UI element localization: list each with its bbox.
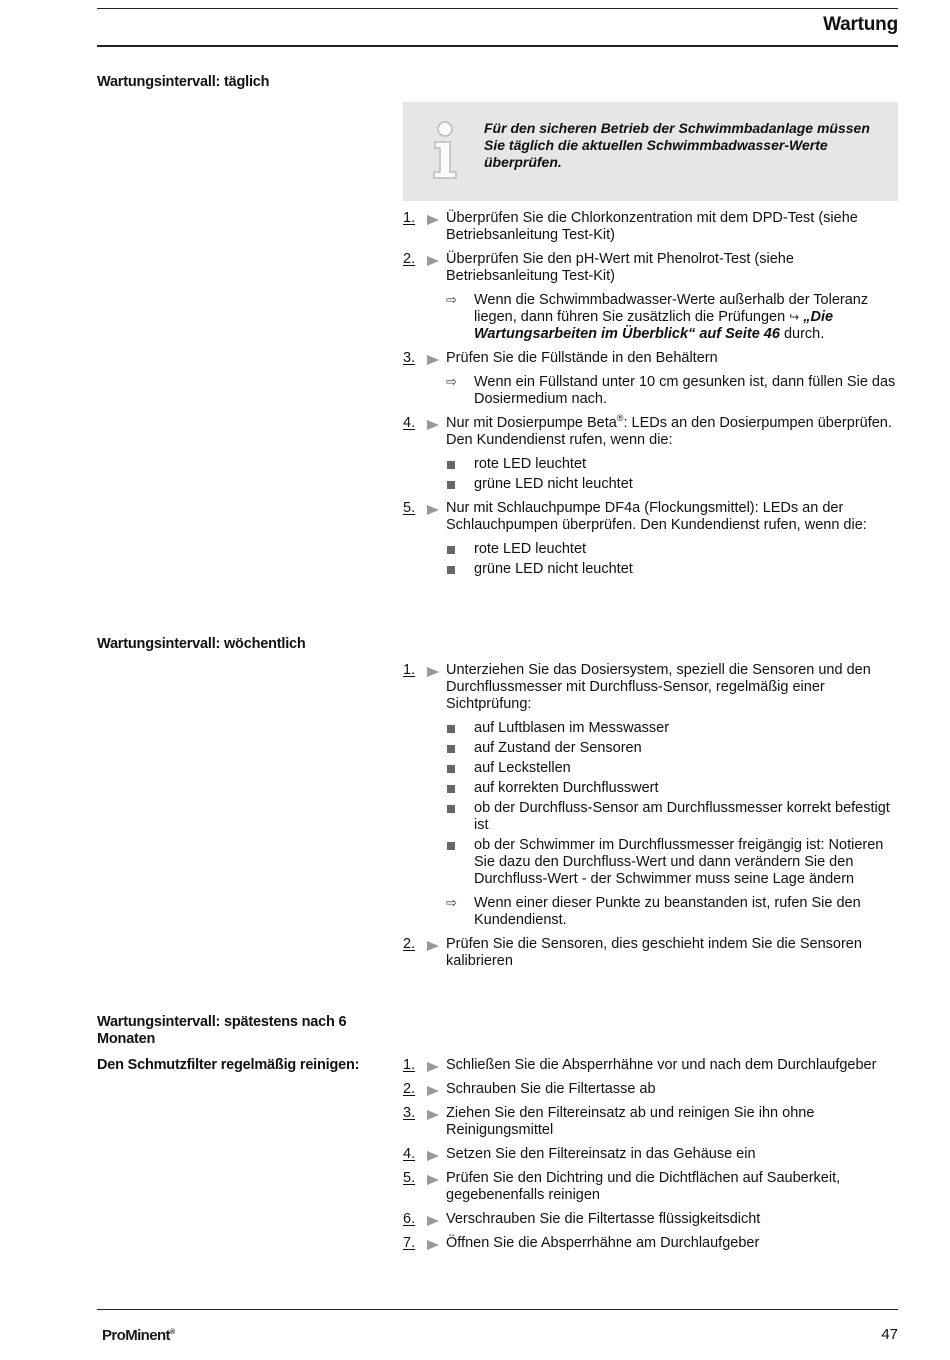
interval-label-weekly: Wartungsintervall: wöchentlich — [97, 636, 306, 652]
result-text: Wenn einer dieser Punkte zu beanstanden ist, rufen Sie den Kundendienst. — [474, 895, 861, 928]
step-text: Verschrauben Sie die Filtertasse flüssigkeitsdicht — [446, 1211, 761, 1227]
section-title: Wartung — [823, 14, 898, 35]
step-text: Überprüfen Sie den pH-Wert mit Phenolrot-Test (siehe Betriebsanleitung Test-Kit) — [446, 251, 794, 284]
daily-step-2 — [403, 251, 898, 285]
bullet-item — [446, 476, 898, 493]
six-month-step-2 — [403, 1081, 898, 1098]
step-arrow-icon — [427, 215, 439, 225]
step-number: 4. — [403, 415, 416, 431]
bullet-text: grüne LED nicht leuchtet — [474, 561, 633, 577]
step-text: Ziehen Sie den Filtereinsatz ab und reinigen Sie ihn ohne Reinigungsmittel — [446, 1105, 815, 1138]
bullet-item — [446, 837, 898, 888]
result-arrow-icon: ⇨ — [446, 374, 457, 389]
daily-step-3 — [403, 350, 898, 367]
step-arrow-icon — [427, 505, 439, 515]
bullet-text: ob der Durchfluss-Sensor am Durchflussmesser korrekt befestigt ist — [474, 800, 890, 833]
step-arrow-icon — [427, 941, 439, 951]
step-number: 2. — [403, 1081, 416, 1097]
square-bullet-icon — [447, 785, 455, 793]
step-arrow-icon — [427, 1240, 439, 1250]
brand-logo-part: Minent — [125, 1327, 170, 1344]
result-item — [446, 895, 898, 929]
step-number: 4. — [403, 1146, 416, 1162]
step-text-part: : LEDs an den Dosierpumpen überprüfen. Den Kundendienst rufen, wenn die: — [446, 415, 892, 448]
daily-step-4 — [403, 415, 898, 449]
step-number: 1. — [403, 1057, 416, 1073]
square-bullet-icon — [447, 725, 455, 733]
step-arrow-icon — [427, 1151, 439, 1161]
brand-logo-part: Pro — [102, 1327, 126, 1344]
bullet-item — [446, 800, 898, 834]
step-text: Prüfen Sie die Füllstände in den Behältern — [446, 350, 718, 366]
header-rule — [97, 45, 898, 47]
bullet-text: rote LED leuchtet — [474, 456, 587, 472]
step-number: 3. — [403, 1105, 416, 1121]
footer-rule — [97, 1309, 898, 1310]
bullet-item — [446, 561, 898, 578]
step-text: Schrauben Sie die Filtertasse ab — [446, 1081, 656, 1097]
square-bullet-icon — [447, 805, 455, 813]
result-text-part: durch. — [783, 326, 825, 342]
six-month-step-1 — [403, 1057, 898, 1074]
bullet-item — [446, 720, 898, 737]
bullet-item — [446, 740, 898, 757]
step-arrow-icon — [427, 1086, 439, 1096]
bullet-text: ob der Schwimmer im Durchflussmesser freigängig ist: Notieren Sie dazu den Durchfluss-Wert und dann verändern Sie den Durchfluss-Wert - der Schwimmer muss seine Lage ändern — [474, 837, 884, 887]
result-text: Wenn ein Füllstand unter 10 cm gesunken ist, dann füllen Sie das Dosiermedium nach. — [474, 374, 896, 407]
filter-cleaning-label: Den Schmutzfilter regelmäßig reinigen: — [97, 1057, 360, 1073]
step-number: 3. — [403, 350, 416, 366]
info-text: Für den sicheren Betrieb der Schwimmbadanlage müssen Sie täglich die aktuellen Schwimmbadwasser-Werte überprüfen. — [484, 120, 870, 170]
step-text-part: Nur mit Dosierpumpe Beta — [446, 415, 617, 431]
step-number: 5. — [403, 1170, 416, 1186]
step-text: Schließen Sie die Absperrhähne vor und nach dem Durchlaufgeber — [446, 1057, 877, 1073]
info-icon — [425, 120, 465, 182]
step-number: 2. — [403, 251, 416, 267]
square-bullet-icon — [447, 745, 455, 753]
result-item — [446, 374, 898, 408]
step-number: 5. — [403, 500, 416, 516]
step-text: Prüfen Sie die Sensoren, dies geschieht indem Sie die Sensoren kalibrieren — [446, 936, 862, 969]
square-bullet-icon — [447, 765, 455, 773]
bullet-item — [446, 780, 898, 797]
step-number: 6. — [403, 1211, 416, 1227]
cross-reference-icon: ↪ — [789, 310, 800, 324]
interval-label-six-months: Wartungsintervall: spätestens nach 6 Monaten — [97, 1014, 347, 1047]
step-text: Öffnen Sie die Absperrhähne am Durchlaufgeber — [446, 1235, 760, 1251]
square-bullet-icon — [447, 566, 455, 574]
step-arrow-icon — [427, 355, 439, 365]
bullet-text: grüne LED nicht leuchtet — [474, 476, 633, 492]
step-text: Überprüfen Sie die Chlorkonzentration mit dem DPD-Test (siehe Betriebsanleitung Test-Kit) — [446, 210, 858, 243]
square-bullet-icon — [447, 842, 455, 850]
interval-label-daily: Wartungsintervall: täglich — [97, 74, 270, 90]
registered-mark: ® — [169, 1329, 175, 1336]
step-arrow-icon — [427, 1175, 439, 1185]
result-text — [474, 292, 898, 343]
six-month-steps — [403, 1057, 898, 1259]
step-text: Setzen Sie den Filtereinsatz in das Gehäuse ein — [446, 1146, 756, 1162]
square-bullet-icon — [447, 546, 455, 554]
bullet-item — [446, 456, 898, 473]
step-number: 1. — [403, 662, 416, 678]
step-number: 2. — [403, 936, 416, 952]
square-bullet-icon — [447, 481, 455, 489]
square-bullet-icon — [447, 461, 455, 469]
six-month-step-7 — [403, 1235, 898, 1252]
weekly-step-1 — [403, 662, 898, 713]
info-box — [403, 102, 898, 201]
six-month-step-3 — [403, 1105, 898, 1139]
step-arrow-icon — [427, 420, 439, 430]
step-arrow-icon — [427, 667, 439, 677]
brand-logo — [102, 1327, 175, 1344]
bullet-item — [446, 760, 898, 777]
top-rule — [97, 8, 898, 9]
step-number: 7. — [403, 1235, 416, 1251]
bullet-text: auf Luftblasen im Messwasser — [474, 720, 670, 736]
step-arrow-icon — [427, 1110, 439, 1120]
registered-mark: ® — [616, 413, 624, 424]
weekly-step-2 — [403, 936, 898, 970]
step-number: 1. — [403, 210, 416, 226]
bullet-text: auf korrekten Durchflusswert — [474, 780, 659, 796]
six-month-step-5 — [403, 1170, 898, 1204]
bullet-text: auf Leckstellen — [474, 760, 571, 776]
result-text-part: Wenn die Schwimmbadwasser-Werte außerhalb der Toleranz liegen, dann führen Sie zusätzlich die Prüfungen — [474, 292, 869, 325]
daily-step-1 — [403, 210, 898, 244]
step-text: Nur mit Schlauchpumpe DF4a (Flockungsmittel): LEDs an der Schlauchpumpen überprüfen. Den Kundendienst rufen, wenn die: — [446, 500, 867, 533]
result-arrow-icon: ⇨ — [446, 895, 457, 910]
six-month-step-4 — [403, 1146, 898, 1163]
bullet-text: rote LED leuchtet — [474, 541, 587, 557]
step-text: Unterziehen Sie das Dosiersystem, speziell die Sensoren und den Durchflussmesser mit Durchfluss-Sensor, regelmäßig einer Sichtprüfung: — [446, 662, 871, 712]
bullet-item — [446, 541, 898, 558]
step-arrow-icon — [427, 256, 439, 266]
step-arrow-icon — [427, 1062, 439, 1072]
weekly-steps — [403, 662, 898, 977]
step-text: Prüfen Sie den Dichtring und die Dichtflächen auf Sauberkeit, gegebenenfalls reinigen — [446, 1170, 841, 1203]
daily-step-5 — [403, 500, 898, 534]
page-number: 47 — [881, 1326, 898, 1343]
cross-reference-link[interactable]: „Die Wartungsarbeiten im Überblick“ auf Seite 46 — [474, 309, 834, 342]
step-text — [446, 415, 898, 449]
bullet-text: auf Zustand der Sensoren — [474, 740, 642, 756]
result-arrow-icon: ⇨ — [446, 292, 457, 307]
result-item — [446, 292, 898, 343]
step-arrow-icon — [427, 1216, 439, 1226]
daily-steps — [403, 210, 898, 581]
six-month-step-6 — [403, 1211, 898, 1228]
